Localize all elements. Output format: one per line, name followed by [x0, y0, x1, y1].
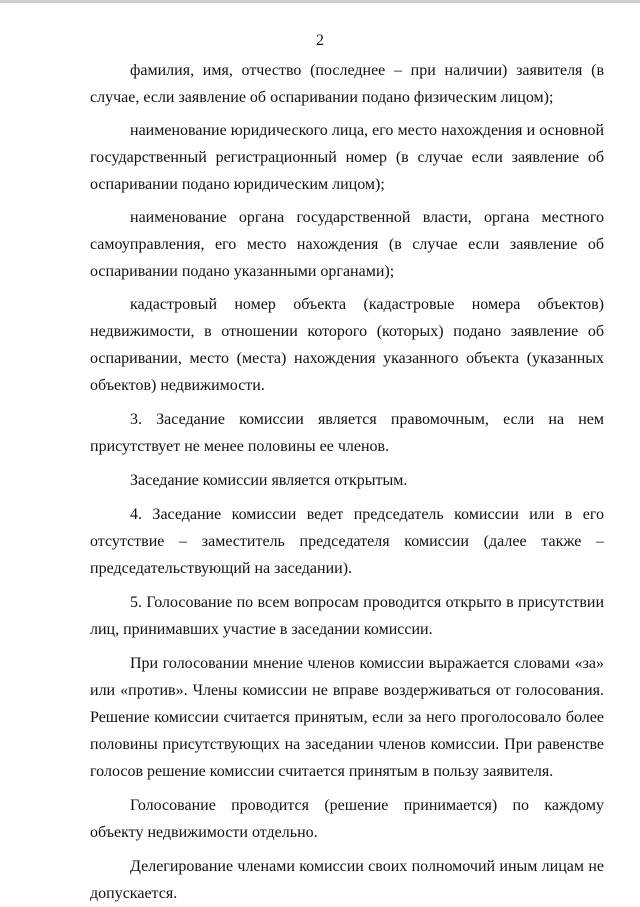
paragraph-government-body: наименование органа государственной власти, органа местного самоуправления, его место нахождения (в случае если заявление об оспаривании подано указанными органами); [90, 209, 604, 280]
paragraph-quorum: 3. Заседание комиссии является правомочным, если на нем присутствует не менее половины ее членов. [90, 411, 604, 455]
top-border-line [0, 0, 640, 3]
paragraph-voting-rules: При голосовании мнение членов комиссии выражается словами «за» или «против». Члены комиссии не вправе воздерживаться от голосования. Решение комиссии считается принятым, если за него проголосовало более половины присутствующих на заседании членов комиссии. При равенстве голосов решение комиссии считается принятым в пользу заявителя. [90, 655, 604, 780]
paragraph-chairman: 4. Заседание комиссии ведет председатель комиссии или в его отсутствие – заместитель председателя комиссии (далее также – председательствующий на заседании). [90, 506, 604, 577]
paragraph-delegation: Делегирование членами комиссии своих полномочий иным лицам не допускается. [90, 858, 604, 902]
paragraph-open-meeting: Заседание комиссии является открытым. [130, 472, 408, 489]
paragraph-cadastral-number: кадастровый номер объекта (кадастровые номера объектов) недвижимости, в отношении которого (которых) подано заявление об оспаривании, место (места) нахождения указанного объекта (указанных объектов) недвижимости. [90, 296, 604, 394]
paragraph-voting-open: 5. Голосование по всем вопросам проводится открыто в присутствии лиц, принимавших участие в заседании комиссии. [90, 594, 604, 638]
paragraph-legal-entity: наименование юридического лица, его место нахождения и основной государственный регистрационный номер (в случае если заявление об оспаривании подано юридическим лицом); [90, 122, 604, 193]
page-number: 2 [316, 32, 324, 49]
document-body [90, 57, 604, 907]
paragraph-applicant-name: фамилия, имя, отчество (последнее – при наличии) заявителя (в случае, если заявление об оспаривании подано физическим лицом); [90, 62, 604, 106]
paragraph-voting-per-object: Голосование проводится (решение принимается) по каждому объекту недвижимости отдельно. [90, 797, 604, 841]
